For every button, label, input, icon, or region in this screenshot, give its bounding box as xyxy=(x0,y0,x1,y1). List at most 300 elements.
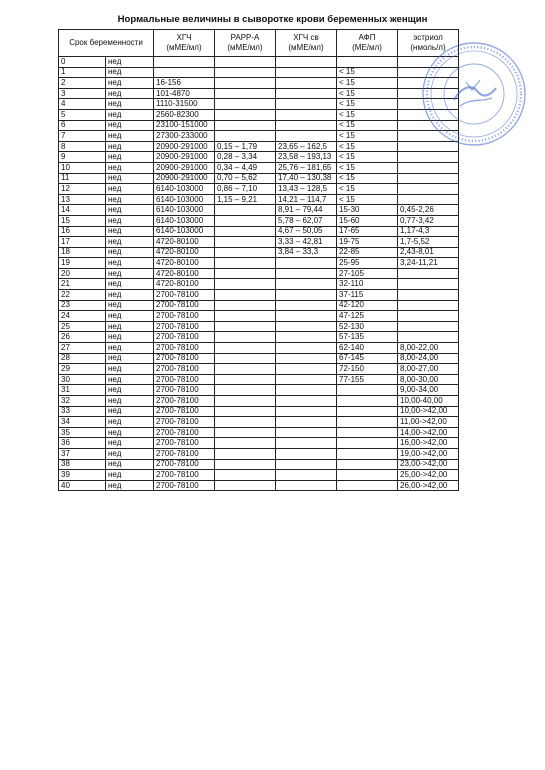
table-row xyxy=(59,417,459,428)
pappa-value xyxy=(215,290,276,301)
pappa-value xyxy=(215,78,276,89)
hcg-free-value xyxy=(276,78,337,89)
estriol-value: 2,43-8,01 xyxy=(398,247,459,258)
hcg-free-value xyxy=(276,438,337,449)
hcg-free-value xyxy=(276,57,337,68)
afp-value xyxy=(337,459,398,470)
estriol-value xyxy=(398,194,459,205)
week-number: 27 xyxy=(59,343,106,354)
week-unit: нед xyxy=(106,448,154,459)
hcg-value: 4720-80100 xyxy=(154,268,215,279)
pappa-value xyxy=(215,332,276,343)
header-row xyxy=(59,30,459,57)
week-unit: нед xyxy=(106,459,154,470)
table-body xyxy=(59,57,459,491)
table-row xyxy=(59,343,459,354)
hcg-value: 2700-78100 xyxy=(154,343,215,354)
afp-value: 25-95 xyxy=(337,258,398,269)
header-hcg: ХГЧ (мМЕ/мл) xyxy=(154,30,215,57)
afp-value: 37-115 xyxy=(337,290,398,301)
pappa-value xyxy=(215,99,276,110)
header-afp: АФП (МЕ/мл) xyxy=(337,30,398,57)
hcg-value: 1110-31500 xyxy=(154,99,215,110)
estriol-value: 10,00-40,00 xyxy=(398,396,459,407)
hcg-value: 2700-78100 xyxy=(154,480,215,491)
hcg-value: 4720-80100 xyxy=(154,247,215,258)
afp-value xyxy=(337,427,398,438)
table-row xyxy=(59,247,459,258)
hcg-value: 2700-78100 xyxy=(154,311,215,322)
table-row xyxy=(59,162,459,173)
week-unit: нед xyxy=(106,406,154,417)
estriol-value: 10,00->42,00 xyxy=(398,406,459,417)
table-row xyxy=(59,321,459,332)
table-row xyxy=(59,215,459,226)
week-number: 26 xyxy=(59,332,106,343)
afp-value xyxy=(337,448,398,459)
afp-value xyxy=(337,406,398,417)
week-number: 37 xyxy=(59,448,106,459)
table-row xyxy=(59,406,459,417)
hcg-free-value xyxy=(276,364,337,375)
hcg-free-value xyxy=(276,332,337,343)
week-number: 39 xyxy=(59,470,106,481)
afp-value: 52-130 xyxy=(337,321,398,332)
round-seal-stamp-icon xyxy=(420,40,528,148)
hcg-free-value xyxy=(276,448,337,459)
week-number: 14 xyxy=(59,205,106,216)
hcg-value: 2560-82300 xyxy=(154,109,215,120)
week-number: 6 xyxy=(59,120,106,131)
estriol-value: 26,00->42,00 xyxy=(398,480,459,491)
estriol-value: 1,7-5,52 xyxy=(398,237,459,248)
week-number: 36 xyxy=(59,438,106,449)
pappa-value: 1,15 – 9,21 xyxy=(215,194,276,205)
hcg-value: 2700-78100 xyxy=(154,438,215,449)
week-unit: нед xyxy=(106,109,154,120)
afp-value: 27-105 xyxy=(337,268,398,279)
pappa-value xyxy=(215,427,276,438)
table-row xyxy=(59,67,459,78)
afp-value xyxy=(337,480,398,491)
week-number: 40 xyxy=(59,480,106,491)
week-unit: нед xyxy=(106,152,154,163)
week-number: 7 xyxy=(59,131,106,142)
hcg-value: 2700-78100 xyxy=(154,321,215,332)
table-row xyxy=(59,57,459,68)
week-unit: нед xyxy=(106,385,154,396)
estriol-value: 25,00->42,00 xyxy=(398,470,459,481)
table-row xyxy=(59,78,459,89)
hcg-value: 6140-103000 xyxy=(154,215,215,226)
week-unit: нед xyxy=(106,247,154,258)
estriol-value xyxy=(398,311,459,322)
pappa-value xyxy=(215,417,276,428)
week-number: 23 xyxy=(59,300,106,311)
week-unit: нед xyxy=(106,268,154,279)
hcg-free-value xyxy=(276,258,337,269)
week-unit: нед xyxy=(106,141,154,152)
hcg-value: 2700-78100 xyxy=(154,385,215,396)
hcg-value: 23100-151000 xyxy=(154,120,215,131)
hcg-value xyxy=(154,57,215,68)
table-row xyxy=(59,131,459,142)
table-row xyxy=(59,194,459,205)
hcg-free-value xyxy=(276,396,337,407)
week-unit: нед xyxy=(106,205,154,216)
week-unit: нед xyxy=(106,131,154,142)
hcg-free-value xyxy=(276,353,337,364)
hcg-free-value xyxy=(276,290,337,301)
week-unit: нед xyxy=(106,226,154,237)
hcg-value: 20900-291000 xyxy=(154,173,215,184)
week-unit: нед xyxy=(106,215,154,226)
afp-value: 22-85 xyxy=(337,247,398,258)
estriol-value: 19,00->42,00 xyxy=(398,448,459,459)
hcg-value: 2700-78100 xyxy=(154,448,215,459)
hcg-free-value xyxy=(276,417,337,428)
hcg-free-value xyxy=(276,88,337,99)
week-number: 35 xyxy=(59,427,106,438)
week-unit: нед xyxy=(106,300,154,311)
week-number: 1 xyxy=(59,67,106,78)
table-row xyxy=(59,99,459,110)
week-number: 3 xyxy=(59,88,106,99)
hcg-value: 2700-78100 xyxy=(154,417,215,428)
pappa-value xyxy=(215,258,276,269)
afp-value: < 15 xyxy=(337,162,398,173)
week-unit: нед xyxy=(106,343,154,354)
pappa-value: 0,86 – 7,10 xyxy=(215,184,276,195)
pappa-value xyxy=(215,438,276,449)
afp-value xyxy=(337,57,398,68)
pappa-value: 0,34 – 4,49 xyxy=(215,162,276,173)
week-unit: нед xyxy=(106,162,154,173)
estriol-value xyxy=(398,152,459,163)
table-row xyxy=(59,141,459,152)
hcg-value: 2700-78100 xyxy=(154,300,215,311)
week-number: 20 xyxy=(59,268,106,279)
week-number: 0 xyxy=(59,57,106,68)
hcg-value: 6140-103000 xyxy=(154,205,215,216)
afp-value: < 15 xyxy=(337,131,398,142)
hcg-value: 16-156 xyxy=(154,78,215,89)
week-number: 11 xyxy=(59,173,106,184)
estriol-value: 11,00->42,00 xyxy=(398,417,459,428)
afp-value: < 15 xyxy=(337,120,398,131)
afp-value: 47-125 xyxy=(337,311,398,322)
hcg-free-value xyxy=(276,99,337,110)
hcg-value: 2700-78100 xyxy=(154,427,215,438)
week-number: 15 xyxy=(59,215,106,226)
estriol-value: 0,77-3,42 xyxy=(398,215,459,226)
pappa-value xyxy=(215,321,276,332)
hcg-free-value xyxy=(276,120,337,131)
pappa-value xyxy=(215,374,276,385)
table-row xyxy=(59,396,459,407)
week-number: 32 xyxy=(59,396,106,407)
hcg-free-value xyxy=(276,343,337,354)
table-row xyxy=(59,332,459,343)
pappa-value xyxy=(215,247,276,258)
hcg-value: 101-4870 xyxy=(154,88,215,99)
pappa-value: 0,28 – 3,34 xyxy=(215,152,276,163)
hcg-free-value xyxy=(276,406,337,417)
week-unit: нед xyxy=(106,353,154,364)
week-number: 22 xyxy=(59,290,106,301)
table-row xyxy=(59,120,459,131)
week-number: 5 xyxy=(59,109,106,120)
hcg-value: 2700-78100 xyxy=(154,364,215,375)
pappa-value xyxy=(215,470,276,481)
estriol-value: 14,00->42,00 xyxy=(398,427,459,438)
header-estriol: эстриол (нмоль/л) xyxy=(398,30,459,57)
hcg-value: 2700-78100 xyxy=(154,396,215,407)
week-unit: нед xyxy=(106,184,154,195)
header-hcg-free: ХГЧ св (мМЕ/мл) xyxy=(276,30,337,57)
hcg-free-value: 14,21 – 114,7 xyxy=(276,194,337,205)
table-row xyxy=(59,184,459,195)
hcg-free-value: 3,84 – 33,3 xyxy=(276,247,337,258)
afp-value: < 15 xyxy=(337,99,398,110)
hcg-free-value: 17,40 – 130,38 xyxy=(276,173,337,184)
week-number: 2 xyxy=(59,78,106,89)
week-number: 12 xyxy=(59,184,106,195)
week-number: 28 xyxy=(59,353,106,364)
week-unit: нед xyxy=(106,480,154,491)
afp-value: < 15 xyxy=(337,88,398,99)
week-unit: нед xyxy=(106,332,154,343)
table-row xyxy=(59,311,459,322)
table-row xyxy=(59,205,459,216)
hcg-free-value: 4,67 – 50,05 xyxy=(276,226,337,237)
estriol-value: 8,00-30,00 xyxy=(398,374,459,385)
hcg-value: 20900-291000 xyxy=(154,152,215,163)
afp-value: 17-65 xyxy=(337,226,398,237)
hcg-value: 2700-78100 xyxy=(154,332,215,343)
week-number: 38 xyxy=(59,459,106,470)
reference-values-table xyxy=(58,29,459,491)
afp-value: < 15 xyxy=(337,78,398,89)
hcg-free-value xyxy=(276,459,337,470)
estriol-value: 8,00-27,00 xyxy=(398,364,459,375)
afp-value: < 15 xyxy=(337,109,398,120)
week-number: 29 xyxy=(59,364,106,375)
pappa-value xyxy=(215,279,276,290)
pappa-value xyxy=(215,131,276,142)
table-row xyxy=(59,279,459,290)
week-unit: нед xyxy=(106,99,154,110)
pappa-value xyxy=(215,268,276,279)
table-row xyxy=(59,438,459,449)
pappa-value xyxy=(215,120,276,131)
week-number: 13 xyxy=(59,194,106,205)
estriol-value: 0,45-2,26 xyxy=(398,205,459,216)
week-number: 18 xyxy=(59,247,106,258)
week-number: 33 xyxy=(59,406,106,417)
table-row xyxy=(59,258,459,269)
afp-value: < 15 xyxy=(337,67,398,78)
afp-value: 15-60 xyxy=(337,215,398,226)
hcg-value: 20900-291000 xyxy=(154,162,215,173)
afp-value: < 15 xyxy=(337,173,398,184)
afp-value: 72-150 xyxy=(337,364,398,375)
hcg-value: 2700-78100 xyxy=(154,290,215,301)
afp-value: 77-155 xyxy=(337,374,398,385)
estriol-value: 1,17-4,3 xyxy=(398,226,459,237)
estriol-value: 3,24-11,21 xyxy=(398,258,459,269)
week-unit: нед xyxy=(106,57,154,68)
estriol-value: 8,00-24,00 xyxy=(398,353,459,364)
hcg-free-value xyxy=(276,427,337,438)
week-number: 25 xyxy=(59,321,106,332)
hcg-value: 27300-233000 xyxy=(154,131,215,142)
week-number: 16 xyxy=(59,226,106,237)
pappa-value xyxy=(215,67,276,78)
hcg-value: 6140-103000 xyxy=(154,184,215,195)
hcg-free-value: 23,58 – 193,13 xyxy=(276,152,337,163)
hcg-free-value: 5,78 – 62,07 xyxy=(276,215,337,226)
week-unit: нед xyxy=(106,120,154,131)
pappa-value: 0,70 – 5,62 xyxy=(215,173,276,184)
hcg-free-value xyxy=(276,385,337,396)
table-row xyxy=(59,364,459,375)
hcg-value: 2700-78100 xyxy=(154,374,215,385)
week-unit: нед xyxy=(106,290,154,301)
week-number: 9 xyxy=(59,152,106,163)
header-pappa: PAPP-A (мМЕ/мл) xyxy=(215,30,276,57)
week-number: 4 xyxy=(59,99,106,110)
pappa-value xyxy=(215,385,276,396)
week-number: 17 xyxy=(59,237,106,248)
week-number: 10 xyxy=(59,162,106,173)
estriol-value xyxy=(398,290,459,301)
table-row xyxy=(59,470,459,481)
hcg-value xyxy=(154,67,215,78)
pappa-value xyxy=(215,300,276,311)
week-unit: нед xyxy=(106,417,154,428)
week-unit: нед xyxy=(106,258,154,269)
hcg-value: 2700-78100 xyxy=(154,470,215,481)
hcg-free-value xyxy=(276,470,337,481)
hcg-free-value xyxy=(276,279,337,290)
table-row xyxy=(59,226,459,237)
table-row xyxy=(59,109,459,120)
afp-value: 62-140 xyxy=(337,343,398,354)
hcg-free-value: 13,43 – 128,5 xyxy=(276,184,337,195)
estriol-value: 8,00-22,00 xyxy=(398,343,459,354)
hcg-free-value xyxy=(276,300,337,311)
estriol-value: 23,00->42,00 xyxy=(398,459,459,470)
hcg-free-value xyxy=(276,109,337,120)
hcg-free-value xyxy=(276,131,337,142)
pappa-value xyxy=(215,226,276,237)
pappa-value xyxy=(215,205,276,216)
table-row xyxy=(59,88,459,99)
hcg-value: 2700-78100 xyxy=(154,459,215,470)
hcg-value: 2700-78100 xyxy=(154,353,215,364)
page-title: Нормальные величины в сыворотке крови беременных женщин xyxy=(117,14,428,25)
hcg-free-value: 23,65 – 162,5 xyxy=(276,141,337,152)
hcg-free-value xyxy=(276,268,337,279)
estriol-value: 9,00-34,00 xyxy=(398,385,459,396)
afp-value: 67-145 xyxy=(337,353,398,364)
afp-value xyxy=(337,385,398,396)
week-unit: нед xyxy=(106,364,154,375)
pappa-value xyxy=(215,237,276,248)
afp-value xyxy=(337,417,398,428)
table-row xyxy=(59,459,459,470)
estriol-value xyxy=(398,268,459,279)
week-unit: нед xyxy=(106,88,154,99)
week-number: 34 xyxy=(59,417,106,428)
hcg-value: 20900-291000 xyxy=(154,141,215,152)
table-row xyxy=(59,427,459,438)
header-term: Срок беременности xyxy=(59,30,154,57)
afp-value: < 15 xyxy=(337,152,398,163)
pappa-value xyxy=(215,57,276,68)
afp-value xyxy=(337,396,398,407)
pappa-value xyxy=(215,396,276,407)
afp-value: 42-120 xyxy=(337,300,398,311)
week-unit: нед xyxy=(106,311,154,322)
pappa-value xyxy=(215,480,276,491)
afp-value: 19-75 xyxy=(337,237,398,248)
week-number: 21 xyxy=(59,279,106,290)
table-row xyxy=(59,374,459,385)
pappa-value xyxy=(215,311,276,322)
estriol-value xyxy=(398,300,459,311)
pappa-value xyxy=(215,215,276,226)
week-unit: нед xyxy=(106,374,154,385)
table-row xyxy=(59,480,459,491)
pappa-value xyxy=(215,364,276,375)
week-unit: нед xyxy=(106,321,154,332)
hcg-value: 6140-103000 xyxy=(154,226,215,237)
estriol-value xyxy=(398,279,459,290)
hcg-free-value: 25,76 – 181,65 xyxy=(276,162,337,173)
pappa-value xyxy=(215,343,276,354)
afp-value xyxy=(337,438,398,449)
hcg-free-value xyxy=(276,67,337,78)
hcg-value: 4720-80100 xyxy=(154,279,215,290)
pappa-value xyxy=(215,88,276,99)
week-number: 8 xyxy=(59,141,106,152)
hcg-free-value xyxy=(276,321,337,332)
pappa-value xyxy=(215,353,276,364)
table-row xyxy=(59,385,459,396)
table-row xyxy=(59,300,459,311)
week-unit: нед xyxy=(106,194,154,205)
hcg-free-value xyxy=(276,374,337,385)
week-number: 31 xyxy=(59,385,106,396)
estriol-value xyxy=(398,173,459,184)
table-row xyxy=(59,237,459,248)
week-unit: нед xyxy=(106,237,154,248)
estriol-value xyxy=(398,332,459,343)
pappa-value: 0,15 – 1,79 xyxy=(215,141,276,152)
afp-value: < 15 xyxy=(337,194,398,205)
table-row xyxy=(59,152,459,163)
afp-value: 15-30 xyxy=(337,205,398,216)
hcg-free-value xyxy=(276,480,337,491)
week-unit: нед xyxy=(106,396,154,407)
table-row xyxy=(59,268,459,279)
pappa-value xyxy=(215,109,276,120)
afp-value xyxy=(337,470,398,481)
week-unit: нед xyxy=(106,438,154,449)
table-row xyxy=(59,448,459,459)
